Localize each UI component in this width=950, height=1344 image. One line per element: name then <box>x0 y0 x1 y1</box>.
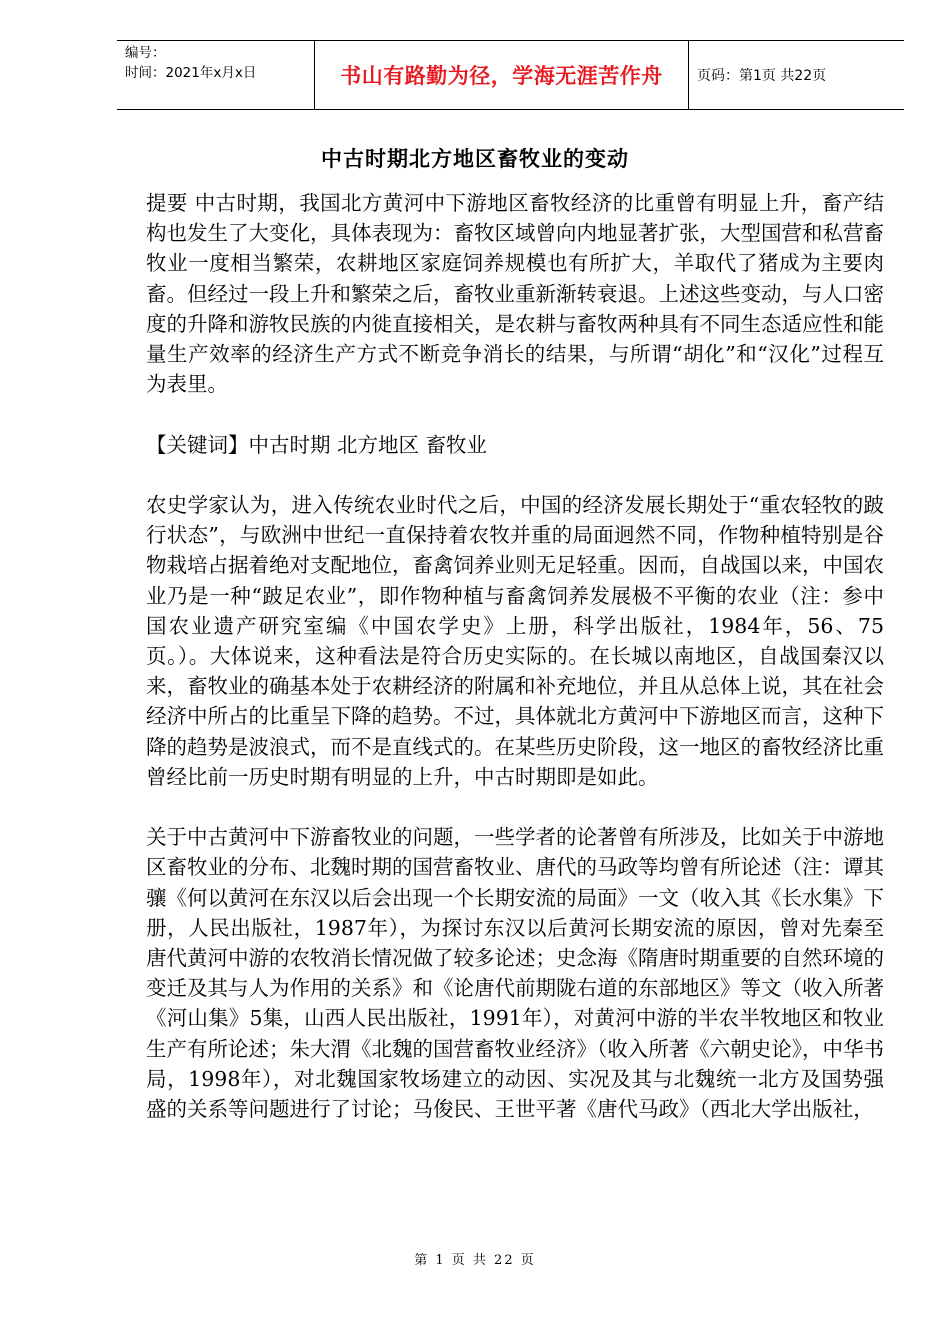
header-page-number: 页码：第1页 共22页 <box>697 68 827 84</box>
body-paragraph-2: 关于中古黄河中下游畜牧业的问题，一些学者的论著曾有所涉及，比如关于中游地区畜牧业的分布、北魏时期的国营畜牧业、唐代的马政等均曾有所论述（注：谭其骧《何以黄河在东汉以后会出现一个长期安流的局面》一文（收入其《长水集》下册，人民出版社，1987年），为探讨东汉以后黄河长期安流的原因，曾对先秦至唐代黄河中游的农牧消长情况做了较多论述；史念海《隋唐时期重要的自然环境的变迁及其与人为作用的关系》和《论唐代前期陇右道的东部地区》等文（收入所著《河山集》5集，山西人民出版社，1991年），对黄河中游的半农半牧地区和牧业生产有所论述；朱大渭《北魏的国营畜牧业经济》（收入所著《六朝史论》，中华书局，1998年），对北魏国家牧场建立的动因、实况及其与北魏统一北方及国势强盛的关系等问题进行了讨论；马俊民、王世平著《唐代马政》（西北大学出版社， <box>146 825 884 1122</box>
abstract-paragraph: 提要 中古时期，我国北方黄河中下游地区畜牧经济的比重曾有明显上升，畜产结构也发生了大变化，具体表现为：畜牧区域曾向内地显著扩张，大型国营和私营畜牧业一度相当繁荣，农耕地区家庭饲养规模也有所扩大，羊取代了猪成为主要肉畜。但经过一段上升和繁荣之后，畜牧业重新渐转衰退。上述这些变动，与人口密度的升降和游牧民族的内徙直接相关，是农耕与畜牧两种具有不同生态适应性和能量生产效率的经济生产方式不断竞争消长的结果，与所谓“胡化”和“汉化”过程互为表里。 <box>146 191 884 397</box>
document-body <box>146 188 884 1124</box>
header-motto: 书山有路勤为径，学海无涯苦作舟 <box>315 41 689 109</box>
keywords-line: 【关键词】中古时期 北方地区 畜牧业 <box>146 432 488 457</box>
header-meta-cell <box>117 41 315 109</box>
document-title: 中古时期北方地区畜牧业的变动 <box>321 147 629 171</box>
time-label: 时间：2021年x月x日 <box>125 65 257 81</box>
body-paragraph-1: 农史学家认为，进入传统农业时代之后，中国的经济发展长期处于“重农轻牧的跛行状态”，与欧洲中世纪一直保持着农牧并重的局面迥然不同，作物种植特别是谷物栽培占据着绝对支配地位，畜禽饲养业则无足轻重。因而，自战国以来，中国农业乃是一种“跛足农业”，即作物种植与畜禽饲养发展极不平衡的农业（注：参中国农业遗产研究室编《中国农学史》上册，科学出版社，1984年，56、75页。）。大体说来，这种看法是符合历史实际的。在长城以南地区，自战国秦汉以来，畜牧业的确基本处于农耕经济的附属和补充地位，并且从总体上说，其在社会经济中所占的比重呈下降的趋势。不过，具体就北方黄河中下游地区而言，这种下降的趋势是波浪式，而不是直线式的。在某些历史阶段，这一地区的畜牧经济比重曾经比前一历史时期有明显的上升，中古时期即是如此。 <box>146 493 884 789</box>
number-label: 编号： <box>125 45 166 61</box>
page-header-table <box>117 40 904 110</box>
page-footer: 第 1 页 共 22 页 <box>414 1253 536 1268</box>
